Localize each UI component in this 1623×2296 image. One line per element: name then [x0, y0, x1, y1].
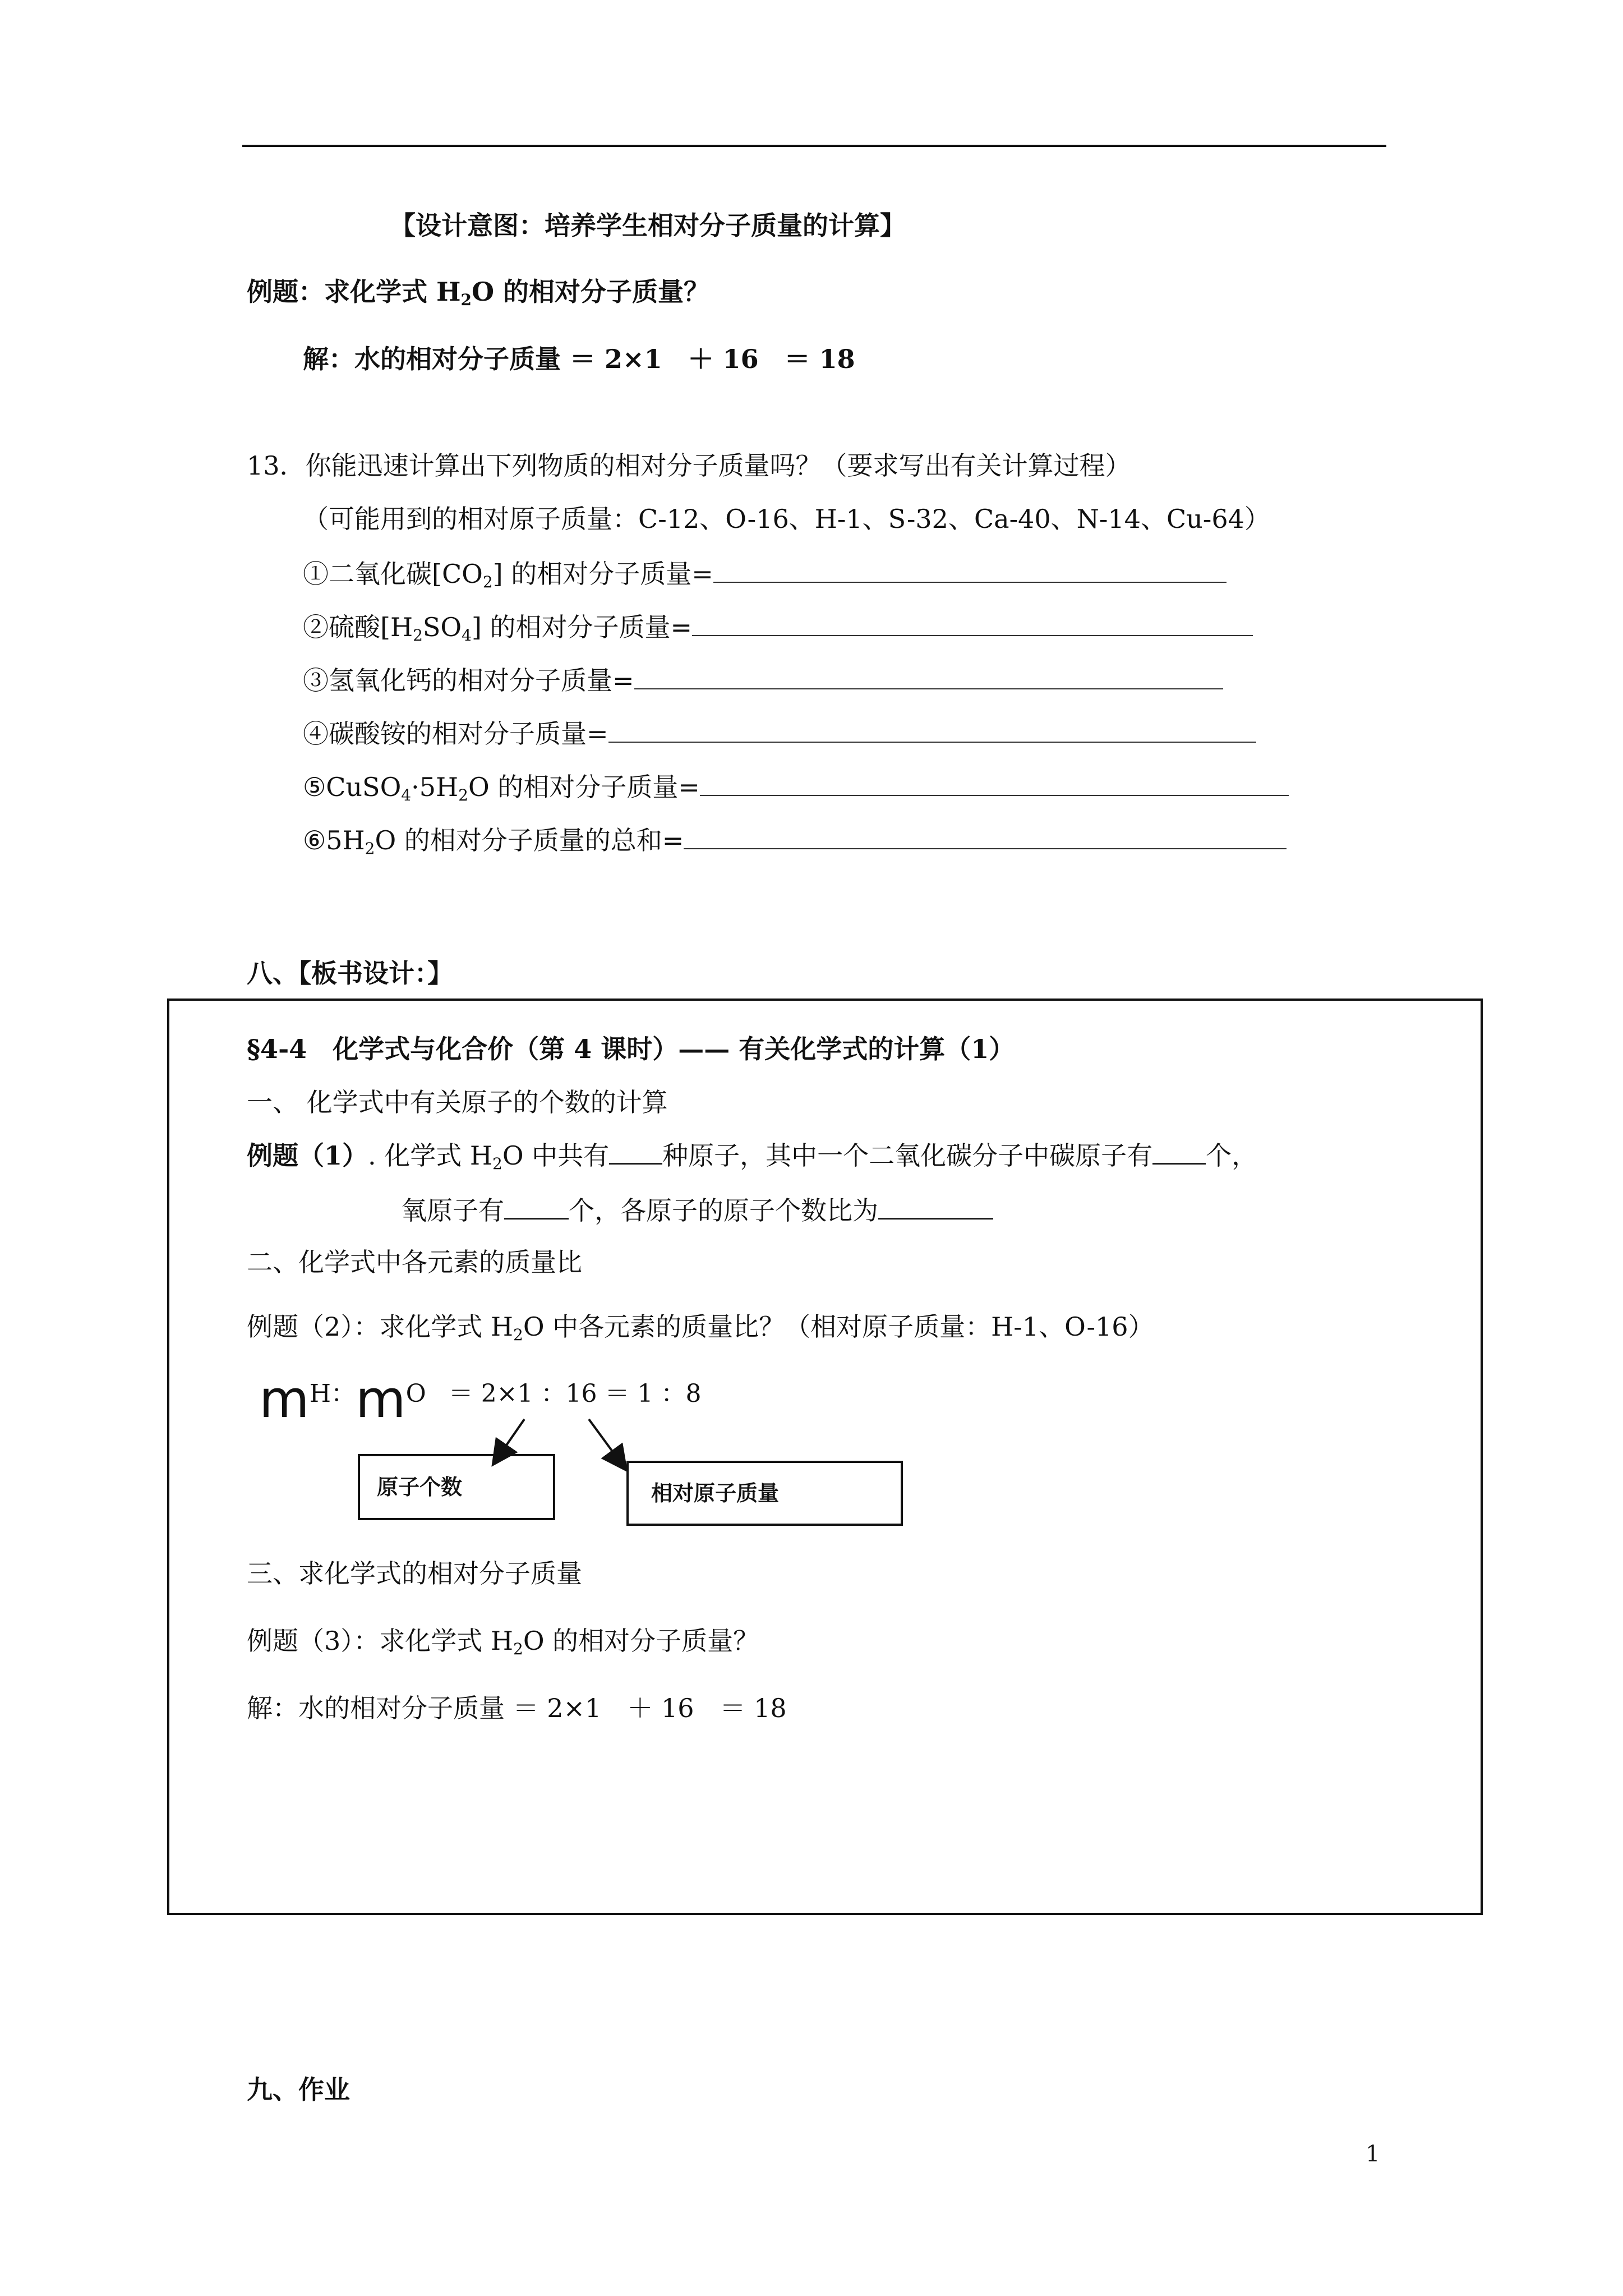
answer-blank[interactable]	[713, 559, 1227, 583]
fill-blank[interactable]	[1152, 1139, 1206, 1165]
answer-blank[interactable]	[692, 613, 1253, 636]
relative-atomic-mass-box: 相对原子质量	[626, 1461, 903, 1526]
board-example-1-line2: 氧原子有 个，各原子的原子个数比为	[401, 1194, 993, 1227]
q13-title: 13．你能迅速计算出下列物质的相对分子质量吗？（要求写出有关计算过程）	[247, 450, 1131, 481]
board-part-2: 二、化学式中各元素的质量比	[247, 1247, 582, 1277]
answer-blank[interactable]	[700, 772, 1289, 796]
q13-item-6: $⑥5H_2O$ 的相对分子质量的总和=	[303, 823, 1287, 857]
q13-item-2: ②硫酸$[H_2SO_4]$ 的相对分子质量=	[303, 610, 1253, 644]
fill-blank[interactable]	[878, 1194, 993, 1220]
board-example-2: 例题（2）：求化学式 $H_2O$ 中各元素的质量比？（相对原子质量：H-1、O-16）	[247, 1312, 1154, 1344]
board-example-1: 例题（1）. 化学式 $H_2O$ 中共有 种原子，其中一个二氧化碳分子中碳原子有 个，	[247, 1140, 1258, 1173]
fill-blank[interactable]	[504, 1194, 569, 1220]
example-question: 例题：求化学式 $H_2O$ 的相对分子质量？	[247, 277, 710, 309]
design-intent: 【设计意图：培养学生相对分子质量的计算】	[390, 210, 906, 241]
section-9-title: 九、作业	[247, 2074, 350, 2105]
answer-blank[interactable]	[608, 719, 1256, 743]
q13-item-1: ①二氧化碳$[CO_2]$ 的相对分子质量=	[303, 557, 1227, 591]
section-8-title: 八、【板书设计：】	[247, 958, 453, 988]
mass-ratio: mH：mO ＝ 2×1 ：16 ＝ 1 ：8	[259, 1369, 702, 1429]
q13-item-4: ④碳酸铵的相对分子质量=	[303, 717, 1256, 751]
board-example-3: 例题（3）：求化学式 $H_2O$ 的相对分子质量？	[247, 1626, 759, 1658]
arrow-to-atom-count	[499, 1419, 524, 1456]
q13-hint: （可能用到的相对原子质量：C-12、O-16、H-1、S-32、Ca-40、N-14、Cu-64）	[303, 504, 1270, 534]
answer-blank[interactable]	[684, 826, 1287, 849]
board-part-3: 三、求化学式的相对分子质量	[247, 1558, 582, 1589]
board-example-3-solution: 解：水的相对分子质量 ＝ 2×1 ＋ 16 ＝ 18	[247, 1693, 787, 1723]
fill-blank[interactable]	[609, 1139, 662, 1165]
answer-blank[interactable]	[634, 666, 1223, 689]
page-number: 1	[1366, 2141, 1380, 2167]
board-heading: §4-4 化学式与化合价（第 4 课时）—— 有关化学式的计算（1）	[247, 1034, 1015, 1064]
example-solution: 解：水的相对分子质量 ＝ 2×1 ＋ 16 ＝ 18	[303, 344, 855, 374]
board-part-1: 一、 化学式中有关原子的个数的计算	[247, 1087, 668, 1117]
q13-item-3: ③氢氧化钙的相对分子质量=	[303, 664, 1223, 697]
q13-item-5: $⑤CuSO_4\cdot 5H_2O$ 的相对分子质量=	[303, 770, 1289, 804]
arrow-to-relative-mass	[589, 1419, 620, 1461]
header-rule	[242, 145, 1386, 147]
atom-count-box: 原子个数	[358, 1454, 555, 1520]
